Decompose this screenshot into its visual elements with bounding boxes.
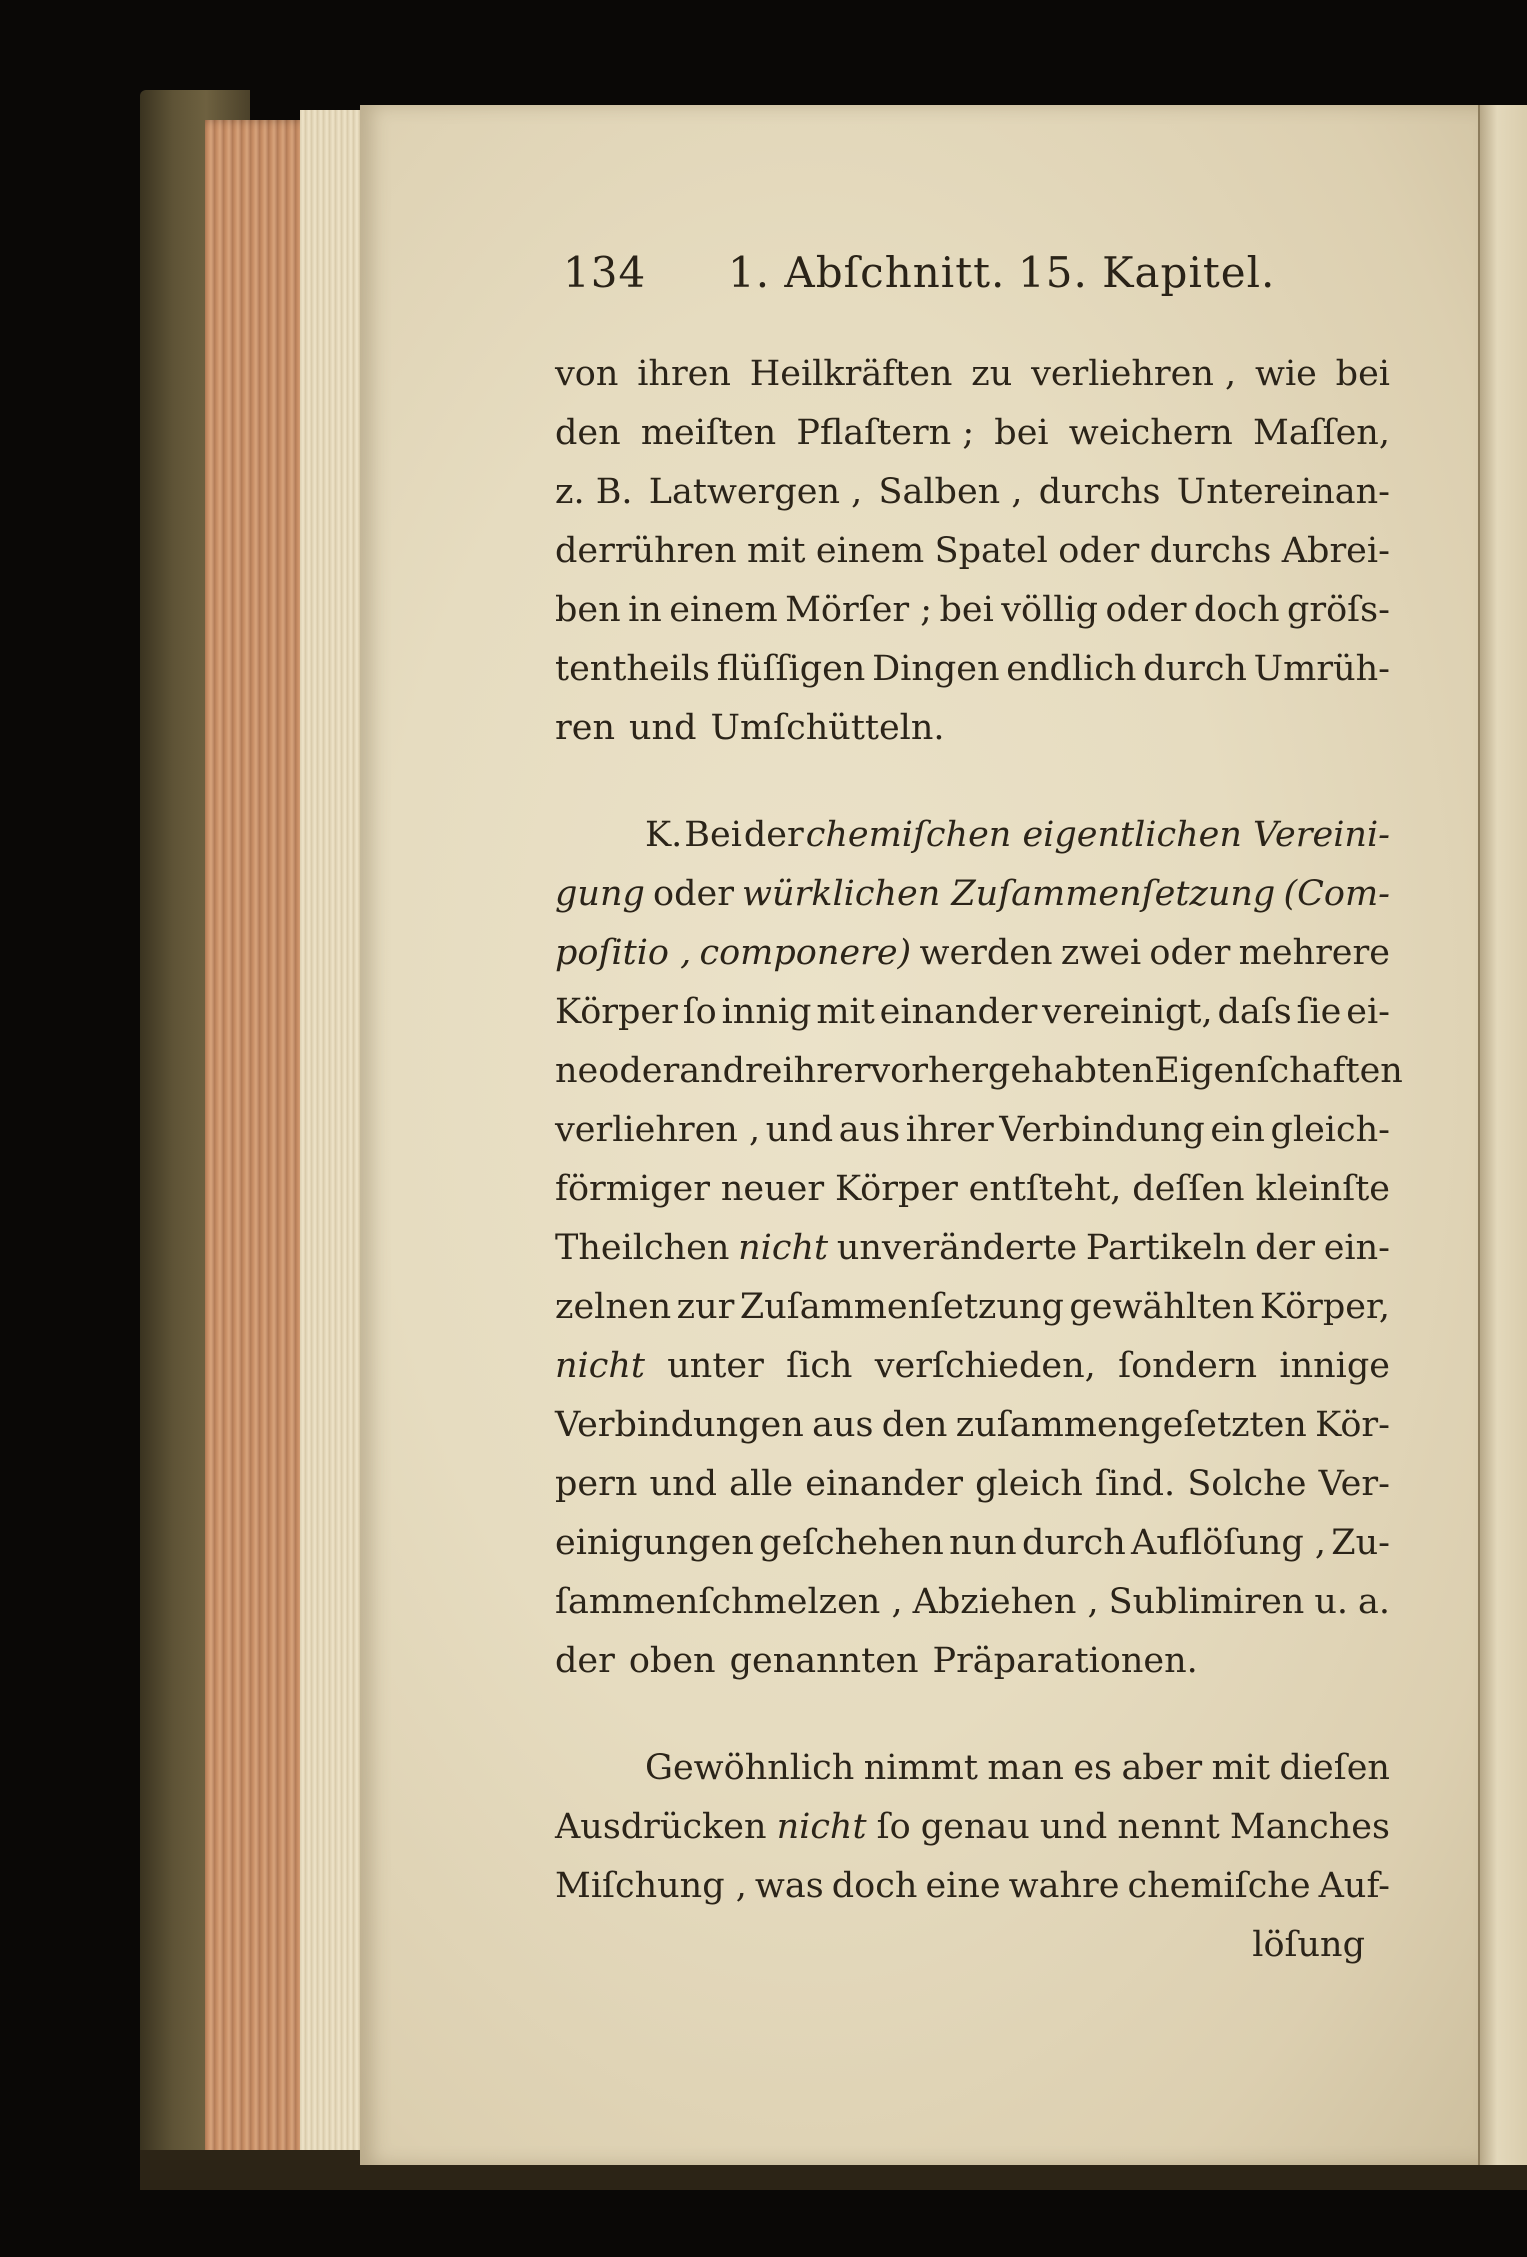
word: Körper [834, 1169, 958, 1209]
word: zur [676, 1287, 735, 1327]
word: Miſchung , [555, 1866, 747, 1906]
word: deſſen [1132, 1169, 1245, 1209]
word: einem [669, 590, 778, 630]
word: mit [816, 992, 875, 1032]
word: unter [667, 1346, 764, 1386]
word: alle [729, 1464, 794, 1504]
word: Auf- [1318, 1866, 1390, 1906]
page-number: 134 [563, 248, 647, 297]
word: aber [1121, 1748, 1203, 1788]
word: und [629, 708, 697, 748]
word: in [628, 590, 662, 630]
word: durchs [1149, 531, 1272, 571]
word: gewählten [1069, 1287, 1255, 1327]
word: einander [879, 992, 1038, 1032]
word: Körper, [1259, 1287, 1390, 1327]
word: Solche [1187, 1464, 1307, 1504]
word: und [649, 1464, 718, 1504]
text-line [555, 1632, 1390, 1691]
word: daſs [1217, 992, 1292, 1032]
text-line [555, 1160, 1390, 1219]
word: ſo [876, 1807, 911, 1847]
word: ihrer [782, 1051, 871, 1091]
word: Gewöhnlich [645, 1748, 855, 1788]
word: förmiger [555, 1169, 710, 1209]
word: der [555, 1641, 615, 1681]
word: geſchehen [759, 1523, 944, 1563]
word: den [881, 1405, 948, 1445]
word: (Com- [1283, 874, 1390, 914]
word: ihrer [905, 1110, 994, 1150]
word: ſind. [1094, 1464, 1176, 1504]
text-line [555, 924, 1390, 983]
word: mehrere [1238, 933, 1390, 973]
word: durch [1143, 649, 1247, 689]
word: oder [1105, 590, 1187, 630]
text-line [555, 1396, 1390, 1455]
word: und [765, 1110, 834, 1150]
word: der [1255, 1228, 1315, 1268]
word: oder [1058, 531, 1140, 571]
word: ben [555, 590, 621, 630]
word: werden [919, 933, 1053, 973]
catchword: löſung [1252, 1925, 1365, 1965]
text-line [555, 1798, 1390, 1857]
word: nicht [776, 1807, 867, 1847]
word: was [754, 1866, 824, 1906]
word: durchs [1038, 472, 1161, 512]
text-line [555, 865, 1390, 924]
word: eine [925, 1866, 1001, 1906]
word: Partikeln [1085, 1228, 1247, 1268]
word: Umſchütteln. [710, 708, 945, 748]
word: würklichen Zuſammenſetzung [742, 874, 1276, 914]
text-line [555, 699, 1390, 758]
word: wie [1254, 354, 1317, 394]
word: Salben , [878, 472, 1023, 512]
paragraph-gap [555, 1691, 1390, 1739]
word: innig [721, 992, 812, 1032]
word: Mörſer ; [785, 590, 933, 630]
word: Latwergen , [648, 472, 863, 512]
word: innige [1279, 1346, 1390, 1386]
word: Zuſammenſetzung [739, 1287, 1064, 1327]
word: Heilkräften [749, 354, 953, 394]
word: ſammenſchmelzen , [555, 1582, 903, 1622]
word: poſitio , [555, 933, 692, 973]
word: nun [949, 1523, 1017, 1563]
word: Kör- [1315, 1405, 1390, 1445]
word: Umrüh- [1253, 649, 1390, 689]
word: aus [812, 1405, 874, 1445]
word: K. [645, 815, 683, 855]
word: kleinſte [1255, 1169, 1390, 1209]
word: ſie [1296, 992, 1342, 1032]
text-line [555, 1514, 1390, 1573]
word: der [743, 815, 804, 855]
word: ein [1210, 1110, 1265, 1150]
word: endlich [1006, 649, 1137, 689]
word: zuſammengeſetzten [955, 1405, 1307, 1445]
word: nimmt [863, 1748, 978, 1788]
word: ihren [637, 354, 731, 394]
word: componere) [699, 933, 912, 973]
word: oder [653, 874, 734, 914]
word: dieſen [1279, 1748, 1390, 1788]
word: Pflaſtern ; [796, 413, 975, 453]
word: aus [838, 1110, 901, 1150]
word: Verbindungen [555, 1405, 804, 1445]
text-line [555, 345, 1390, 404]
section-title: 1. Abſchnitt. [728, 248, 1006, 297]
word: gröſs- [1286, 590, 1390, 630]
word: Verbindung [999, 1110, 1205, 1150]
word: verſchieden, [874, 1346, 1096, 1386]
running-header [563, 248, 1276, 308]
word: chemiſchen eigentlichen Vereini- [805, 815, 1390, 855]
word: und [1039, 1807, 1108, 1847]
word: es [1073, 1748, 1113, 1788]
word: zwei [1060, 933, 1142, 973]
body-text [555, 345, 1403, 1975]
word: doch [831, 1866, 918, 1906]
word: Eigenſchaften [1154, 1051, 1403, 1091]
word: genannten [729, 1641, 919, 1681]
text-line [555, 1573, 1390, 1632]
word: meiſten [640, 413, 777, 453]
word: Dingen [872, 649, 1000, 689]
text-line [555, 1278, 1390, 1337]
word: chemiſche [1127, 1866, 1311, 1906]
text-line [555, 1219, 1390, 1278]
word: bei [1335, 354, 1390, 394]
word: flüſſigen [716, 649, 866, 689]
word: z. B. [555, 472, 633, 512]
word: andre [679, 1051, 783, 1091]
word: Ausdrücken [555, 1807, 767, 1847]
word: neuer [720, 1169, 825, 1209]
word: ei- [1346, 992, 1390, 1032]
word: oben [628, 1641, 716, 1681]
word: wahre [1008, 1866, 1120, 1906]
word: ren [555, 708, 615, 748]
word: unveränderte [836, 1228, 1078, 1268]
word: Theilchen [555, 1228, 730, 1268]
word: Untereinan- [1176, 472, 1390, 512]
word: Sublimiren [1108, 1582, 1305, 1622]
word: bei [939, 590, 994, 630]
word: Manches [1229, 1807, 1390, 1847]
word: mit [747, 531, 806, 571]
word: Präparationen. [932, 1641, 1198, 1681]
word: verliehren , [1031, 354, 1237, 394]
word: doch [1193, 590, 1280, 630]
text-line [555, 581, 1390, 640]
text-line [555, 463, 1390, 522]
text-line [555, 1101, 1390, 1160]
word: oder [1149, 933, 1231, 973]
word: ne [555, 1051, 599, 1091]
word: zelnen [555, 1287, 672, 1327]
text-line [555, 1455, 1390, 1514]
word: ſo [682, 992, 717, 1032]
word: u. [1314, 1582, 1348, 1622]
word: man [987, 1748, 1064, 1788]
word: entſteht, [968, 1169, 1122, 1209]
text-line [555, 404, 1390, 463]
word: völlig [1001, 590, 1099, 630]
text-line [555, 1337, 1390, 1396]
word: tentheils [555, 649, 710, 689]
word: von [555, 354, 619, 394]
word: gung [555, 874, 645, 914]
text-line [555, 1857, 1390, 1916]
word: einigungen [555, 1523, 754, 1563]
word: ſondern [1118, 1346, 1258, 1386]
word: pern [555, 1464, 638, 1504]
text-line [555, 1042, 1403, 1101]
text-line [555, 522, 1390, 581]
word: ſich [786, 1346, 853, 1386]
word: nicht [738, 1228, 829, 1268]
word: vereinigt, [1042, 992, 1213, 1032]
word: derrühren [555, 531, 737, 571]
word: ein- [1323, 1228, 1390, 1268]
word: Abziehen , [912, 1582, 1099, 1622]
word: Körper [555, 992, 678, 1032]
word: Ver- [1318, 1464, 1390, 1504]
word: durch [1021, 1523, 1126, 1563]
word: Zu- [1331, 1523, 1390, 1563]
text-line [555, 806, 1390, 865]
word: den [555, 413, 621, 453]
word: einem [815, 531, 925, 571]
facing-page-edge [1478, 105, 1527, 2165]
word: oder [598, 1051, 680, 1091]
word: mit [1211, 1748, 1271, 1788]
text-line [555, 983, 1390, 1042]
word: Bei [684, 815, 742, 855]
word: a. [1357, 1582, 1390, 1622]
text-line [555, 640, 1390, 699]
word: genau [920, 1807, 1030, 1847]
word: gleich- [1270, 1110, 1390, 1150]
word: verliehren , [555, 1110, 761, 1150]
word: Abrei- [1281, 531, 1390, 571]
word: Spatel [934, 531, 1048, 571]
word: nicht [555, 1346, 645, 1386]
word: vorhergehabten [870, 1051, 1155, 1091]
word: weichern [1068, 413, 1233, 453]
word: Auflöſung , [1131, 1523, 1326, 1563]
word: Maſſen, [1252, 413, 1390, 453]
paragraph-gap [555, 758, 1390, 806]
chapter-title: 15. Kapitel. [1018, 248, 1276, 297]
word: bei [994, 413, 1049, 453]
word: nennt [1117, 1807, 1220, 1847]
word: gleich [975, 1464, 1083, 1504]
text-line [555, 1739, 1390, 1798]
word: einander [805, 1464, 963, 1504]
word: zu [971, 354, 1013, 394]
